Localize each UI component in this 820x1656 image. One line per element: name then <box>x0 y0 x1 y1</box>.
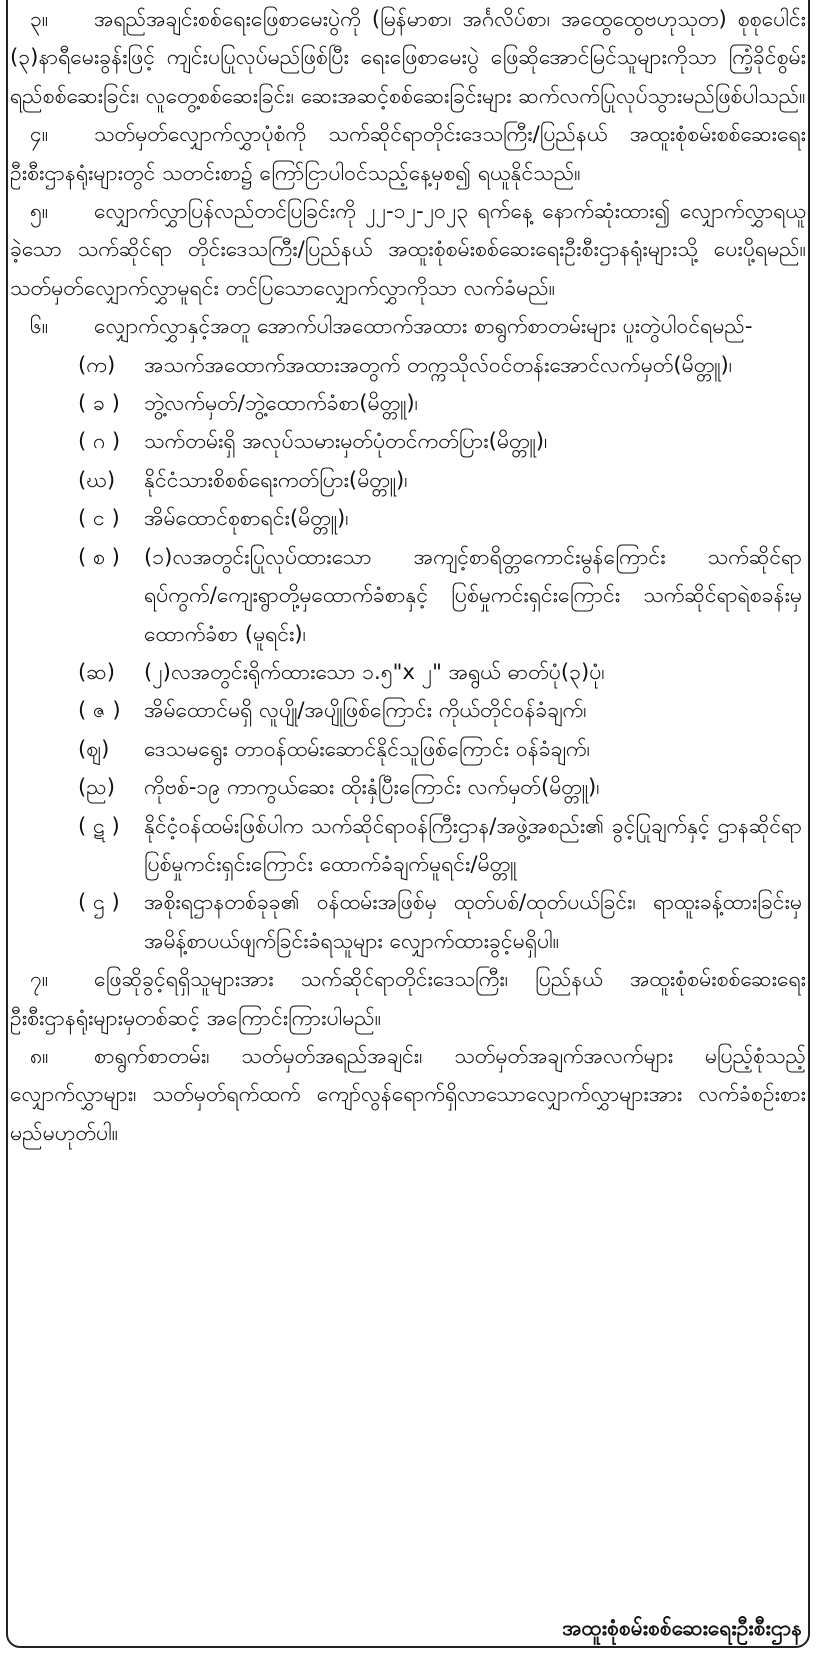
notice-body <box>10 0 806 1152</box>
list-item <box>10 691 806 729</box>
list-item <box>10 730 806 768</box>
paragraph-text: လျှောက်လွှာနှင့်အတူ အောက်ပါအထောက်အထား စာရွက်စာတမ်းများ ပူးတွဲပါဝင်ရမည်- <box>94 313 753 339</box>
item-label: (ဃ) <box>78 466 116 492</box>
item-text: (၁)လအတွင်းပြုလုပ်ထားသော အကျင့်စာရိတ္တကောင်းမွန်ကြောင်း သက်ဆိုင်ရာရပ်ကွက်/ကျေးရွာတို့မှထောက်ခံစာနှင့် ပြစ်မှုကင်းရှင်းကြောင်း သက်ဆိုင်ရာရဲစခန်းမှ ထောက်ခံစာ (မူရင်း)၊ <box>144 543 802 646</box>
paragraph-8 <box>10 1037 806 1152</box>
item-text: (၂)လအတွင်းရိုက်ထားသော ၁.၅"x ၂" အရွယ် ဓာတ်ပုံ(၃)ပုံ၊ <box>144 658 605 684</box>
item-label: (က) <box>78 351 116 377</box>
paragraph-4 <box>10 115 806 192</box>
item-text: နိုင်ငံသားစိစစ်ရေးကတ်ပြား(မိတ္တူ)၊ <box>144 466 408 492</box>
list-item <box>10 653 806 691</box>
paragraph-7 <box>10 960 806 1037</box>
paragraph-text: ဖြေဆိုခွင့်ရရှိသူများအား သက်ဆိုင်ရာတိုင်းဒေသကြီး၊ ပြည်နယ် အထူးစုံစမ်းစစ်ဆေးရေးဦးစီးဌာနရုံးများမှတစ်ဆင့် အကြောင်းကြားပါမည်။ <box>10 966 806 1030</box>
item-text: အိမ်ထောင်မရှိ လူပျို/အပျိုဖြစ်ကြောင်း ကိုယ်တိုင်ဝန်ခံချက်၊ <box>144 697 587 723</box>
item-text: သက်တမ်းရှိ အလုပ်သမားမှတ်ပုံတင်ကတ်ပြား(မိတ္တူ)၊ <box>144 428 548 454</box>
item-label: ( ဂ ) <box>78 428 121 454</box>
paragraph-5 <box>10 192 806 307</box>
paragraph-number: ၈။ <box>30 1042 49 1068</box>
paragraph-text: စာရွက်စာတမ်း၊ သတ်မှတ်အရည်အချင်း၊ သတ်မှတ်အချက်အလက်များ မပြည့်စုံသည့်လျှောက်လွှာများ၊ သတ်မှတ်ရက်ထက် ကျော်လွန်ရောက်ရှိလာသောလျှောက်လွှာများအား လက်ခံစဉ်းစားမည်မဟုတ်ပါ။ <box>10 1042 806 1145</box>
item-text: ဒေသမရွေး တာဝန်ထမ်းဆောင်နိုင်သူဖြစ်ကြောင်း ဝန်ခံချက်၊ <box>144 735 590 761</box>
paragraph-number: ၆။ <box>30 313 49 339</box>
paragraph-text: အရည်အချင်းစစ်ရေးဖြေစာမေးပွဲကို (မြန်မာစာ၊ အင်္ဂလိပ်စာ၊ အထွေထွေဗဟုသုတ) စုစုပေါင်း (၃)နာရီမေးခွန်းဖြင့် ကျင်းပပြုလုပ်မည်ဖြစ်ပြီး ရေးဖြေစာမေးပွဲ ဖြေဆိုအောင်မြင်သူများကိုသာ ကြံ့ခိုင်စွမ်းရည်စစ်ဆေးခြင်း၊ လူတွေ့စစ်ဆေးခြင်း၊ ဆေးအဆင့်စစ်ဆေးခြင်းများ ဆက်လက်ပြုလုပ်သွားမည်ဖြစ်ပါသည်။ <box>10 6 806 108</box>
paragraph-number: ၄။ <box>30 121 49 147</box>
list-item <box>10 499 806 537</box>
item-label: ( င ) <box>78 505 120 531</box>
paragraph-6 <box>10 307 806 345</box>
item-label: (ဆ) <box>78 658 116 684</box>
item-text: အသက်အထောက်အထားအတွက် တက္ကသိုလ်ဝင်တန်းအောင်လက်မှတ်(မိတ္တူ)၊ <box>144 351 733 377</box>
list-item <box>10 384 806 422</box>
item-text: ကိုဗစ်-၁၉ ကာကွယ်ဆေး ထိုးနှံပြီးကြောင်း လက်မှတ်(မိတ္တူ)၊ <box>144 774 600 800</box>
item-label: ( ဌ ) <box>78 889 120 915</box>
item-label: (ည) <box>78 774 116 800</box>
list-item <box>10 346 806 384</box>
list-item <box>10 807 806 884</box>
list-item <box>10 538 806 653</box>
list-item <box>10 768 806 806</box>
paragraph-3 <box>10 0 806 115</box>
paragraph-number: ၃။ <box>30 6 49 31</box>
item-text: နိုင်ငံ့ဝန်ထမ်းဖြစ်ပါက သက်ဆိုင်ရာဝန်ကြီးဌာန/အဖွဲ့အစည်း၏ ခွင့်ပြုချက်နှင့် ဌာနဆိုင်ရာပြစ်မှုကင်းရှင်းကြောင်း ထောက်ခံချက်မူရင်း/မိတ္တူ <box>144 812 802 876</box>
item-text: အစိုးရဌာနတစ်ခုခု၏ ဝန်ထမ်းအဖြစ်မှ ထုတ်ပစ်/ထုတ်ပယ်ခြင်း၊ ရာထူးခန့်ထားခြင်းမှ အမိန့်စာပယ်ဖျက်ခြင်းခံရသူများ လျှောက်ထားခွင့်မရှိပါ။ <box>144 889 802 953</box>
paragraph-number: ၅။ <box>30 198 49 224</box>
item-label: ( ဋ ) <box>78 812 120 838</box>
list-item <box>10 422 806 460</box>
paragraph-text: သတ်မှတ်လျှောက်လွှာပုံစံကို သက်ဆိုင်ရာတိုင်းဒေသကြီး/ပြည်နယ် အထူးစုံစမ်းစစ်ဆေးရေးဦးစီးဌာနရုံးများတွင် သတင်းစာ၌ ကြော်ငြာပါဝင်သည့်နေ့မှစ၍ ရယူနိုင်သည်။ <box>10 121 806 185</box>
item-text: ဘွဲ့လက်မှတ်/ဘွဲ့ထောက်ခံစာ(မိတ္တူ)၊ <box>144 390 418 416</box>
item-label: ( ခ ) <box>78 390 120 416</box>
document-checklist <box>10 346 806 961</box>
item-label: (ဈ) <box>78 735 110 761</box>
paragraph-number: ၇။ <box>30 966 49 992</box>
list-item <box>10 461 806 499</box>
list-item <box>10 883 806 960</box>
item-label: ( ဇ ) <box>78 697 121 723</box>
item-label: ( စ ) <box>78 543 120 569</box>
issuing-department-signature: အထူးစုံစမ်းစစ်ဆေးရေးဦးစီးဌာန <box>562 1616 802 1640</box>
item-text: အိမ်ထောင်စုစာရင်း(မိတ္တူ)၊ <box>144 505 349 531</box>
paragraph-text: လျှောက်လွှာပြန်လည်တင်ပြခြင်းကို ၂၂-၁၂-၂၀၂၃ ရက်နေ့ နောက်ဆုံးထား၍ လျှောက်လွှာရယူခဲ့သော သက်ဆိုင်ရာ တိုင်းဒေသကြီး/ပြည်နယ် အထူးစုံစမ်းစစ်ဆေးရေးဦးစီးဌာနရုံးများသို့ ပေးပို့ရမည်။ သတ်မှတ်လျှောက်လွှာမူရင်း တင်ပြသောလျှောက်လွှာကိုသာ လက်ခံမည်။ <box>10 198 806 300</box>
